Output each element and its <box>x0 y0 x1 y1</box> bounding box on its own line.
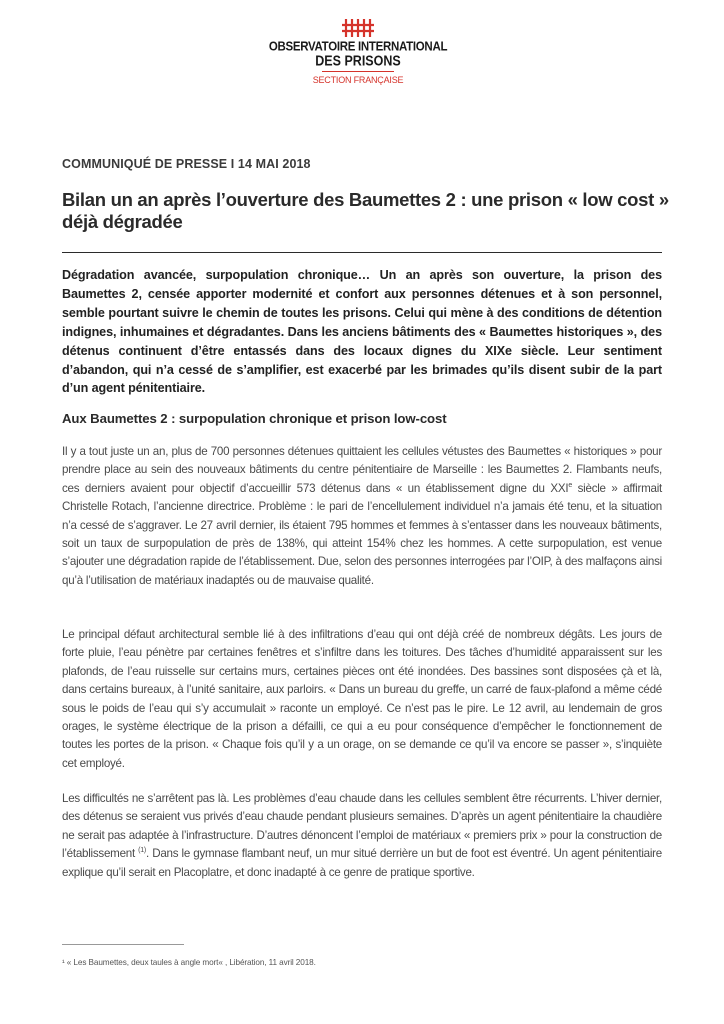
body-paragraph-3 <box>62 790 662 882</box>
footnote-divider <box>62 944 184 945</box>
logo-divider <box>322 71 394 72</box>
logo-text-line1: OBSERVATOIRE INTERNATIONAL <box>268 40 448 54</box>
paragraph-text: . Dans le gymnase flambant neuf, un mur situé derrière un but de foot est éventré. Un agent pénitentiaire explique qu’il serait en Placoplatre, et donc inadapté à ce genre de pratique sportive. <box>62 847 662 879</box>
section-heading: Aux Baumettes 2 : surpopulation chronique et prison low-cost <box>62 411 447 426</box>
lead-paragraph: Dégradation avancée, surpopulation chronique… Un an après son ouverture, la prison des Baumettes 2, censée apporter modernité et confort aux personnes détenues et à son personnel, semble pourtant suivre le chemin de toutes les prisons. Celui qui mène à des conditions de détention indignes, inhumaines et dégradantes. Dans les anciens bâtiments des « Baumettes historiques », des détenus continuent d’être entassés dans des locaux dignes du XIXe siècle. Leur sentiment d’abandon, qui n’a cessé de s’amplifier, est exacerbé par les brimades qu’ils disent subir de la part d’un agent pénitentiaire. <box>62 268 662 396</box>
body-paragraph-2: Le principal défaut architectural semble lié à des infiltrations d’eau qui ont déjà créé de nombreux dégâts. Les jours de forte pluie, l’eau pénètre par certaines fenêtres et s’infiltre dans les toitures. Des tâches d’humidité apparaissent sur les plafonds, de l’eau ruisselle sur certains murs, certaines pièces ont été inondées. Des bassines sont disposées çà et là, dans certains bureaux, à l’unité sanitaire, aux parloirs. « Dans un bureau du greffe, un carré de faux-plafond a même cédé sous le poids de l’eau qui s’y accumulait » raconte un employé. Ce n’est pas le pire. Le 12 avril, au lendemain de gros orages, le système électrique de la prison a défailli, ce qui a eu pour conséquence d’empêcher le fonctionnement de toutes les portes de la prison. « Chaque fois qu’il y a un orage, on se demande ce qu’il va encore se passer », s’inquiète cet employé. <box>62 628 662 770</box>
oip-logo <box>258 17 458 86</box>
oip-logo-mark-icon <box>338 17 378 39</box>
page-title: Bilan un an après l’ouverture des Baumettes 2 : une prison « low cost » déjà dégradée <box>62 189 669 232</box>
paragraph-text: Il y a tout juste un an, plus de 700 personnes détenues quittaient les cellules vétustes des Baumettes « historiques » pour prendre place au sein des nouveaux bâtiments du centre pénitentiaire de Marseille : les Baumettes 2. Flambants neufs, ces derniers avaient pour objectif d’accueillir 573 détenus dans « un établissement digne du XXI <box>62 445 662 495</box>
body-paragraph-1 <box>62 443 662 590</box>
footnote: ¹ « Les Baumettes, deux taules à angle mort« , Libération, 11 avril 2018. <box>62 958 316 967</box>
paragraph-text: siècle » affirmait Christelle Rotach, l’ancienne directrice. Problème : le pari de l’encellulement individuel n’a jamais été tenu, et la situation n’a cessé de s’aggraver. Le 27 avril dernier, ils étaient 795 hommes et femmes à s’entasser dans les nouveaux bâtiments, soit un taux de surpopulation de près de 138%, qui atteint 154% chez les hommes. A cette surpopulation, est venue s’ajouter une dégradation rapide de l’établissement. Due, selon des personnes interrogées par l’OIP, à des malfaçons ainsi qu’à l’utilisation de matériaux inadaptés ou de mauvaise qualité. <box>62 481 662 587</box>
logo-text-line3: SECTION FRANÇAISE <box>312 75 404 85</box>
paragraph-text: Les difficultés ne s’arrêtent pas là. Les problèmes d’eau chaude dans les cellules semblent être récurrents. L’hiver dernier, des détenus se seraient vus privés d’eau chaude pendant plusieurs semaines. D’après un agent pénitentiaire la chaudière ne serait pas adaptée à l’infrastructure. D’autres dénoncent l’emploi de matériaux « premiers prix » pour la construction de l’établissement <box>62 792 662 861</box>
title-divider <box>62 252 662 253</box>
footnote-reference: (1) <box>138 847 146 855</box>
logo-text-line2: DES PRISONS <box>315 52 401 70</box>
superscript: e <box>568 481 572 489</box>
press-release-date: COMMUNIQUÉ DE PRESSE I 14 MAI 2018 <box>62 157 311 171</box>
